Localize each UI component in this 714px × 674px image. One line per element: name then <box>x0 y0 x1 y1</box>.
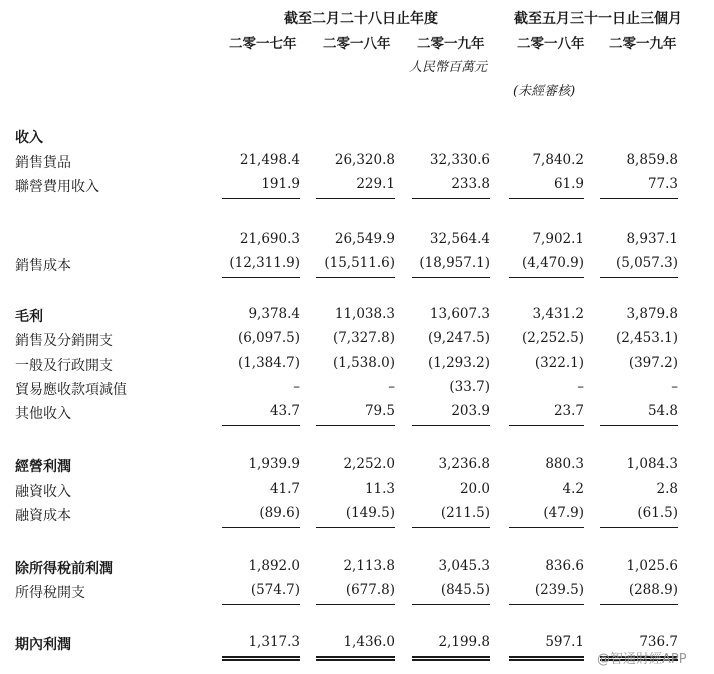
row-label: 經營利潤 <box>15 459 71 475</box>
quarter-period-header: 截至五月三十一日止三個月 <box>514 11 682 27</box>
table-cell: 54.8 <box>647 403 678 419</box>
table-cell: 1,084.3 <box>626 456 678 472</box>
underline-rule <box>412 198 490 199</box>
table-cell: 13,607.3 <box>429 306 490 322</box>
table-cell: 8,859.8 <box>626 152 678 168</box>
underline-rule <box>222 425 300 426</box>
row-label: 銷售貨品 <box>15 155 71 171</box>
double-underline-rule <box>412 656 490 661</box>
underline-rule <box>316 527 395 528</box>
row-label: 收入 <box>15 130 43 146</box>
table-cell: 229.1 <box>356 176 395 192</box>
double-underline-rule <box>316 656 395 661</box>
underline-rule <box>412 527 490 528</box>
table-cell: (397.2) <box>628 355 678 371</box>
table-cell: 11,038.3 <box>334 306 395 322</box>
column-header-q2019: 二零一九年 <box>609 36 677 52</box>
table-cell: 1,892.0 <box>248 558 300 574</box>
table-cell: 43.7 <box>269 403 300 419</box>
table-cell: (33.7) <box>449 379 490 395</box>
row-label: 銷售及分銷開支 <box>15 333 113 349</box>
table-cell: (677.8) <box>345 582 395 598</box>
table-cell: 79.5 <box>364 403 395 419</box>
column-header-2018: 二零一八年 <box>323 36 391 52</box>
underline-rule <box>222 277 300 278</box>
table-cell: 4.2 <box>562 481 584 497</box>
table-cell: 7,902.1 <box>532 231 584 247</box>
row-label: 其他收入 <box>15 406 71 422</box>
table-cell: 3,045.3 <box>438 558 490 574</box>
table-cell: 1,317.3 <box>248 634 300 650</box>
table-cell: 41.7 <box>269 481 300 497</box>
table-cell: 61.9 <box>553 176 584 192</box>
table-cell: (211.5) <box>440 505 490 521</box>
table-cell: (2,252.5) <box>521 330 584 346</box>
underline-rule <box>509 604 584 605</box>
table-cell: 1,436.0 <box>343 634 395 650</box>
underline-rule <box>600 604 678 605</box>
annual-period-header: 截至二月二十八日止年度 <box>284 11 438 27</box>
underline-rule <box>600 277 678 278</box>
underline-rule <box>316 604 395 605</box>
underline-rule <box>600 527 678 528</box>
table-cell: 880.3 <box>545 456 584 472</box>
table-cell: (4,470.9) <box>521 255 584 271</box>
table-cell: (18,957.1) <box>419 255 490 271</box>
table-cell: 32,330.6 <box>429 152 490 168</box>
table-cell: (288.9) <box>628 582 678 598</box>
column-header-2019: 二零一九年 <box>417 36 485 52</box>
table-cell: 26,549.9 <box>334 231 395 247</box>
column-header-q2018: 二零一八年 <box>517 36 585 52</box>
table-cell: (15,511.6) <box>324 255 395 271</box>
table-cell: 3,879.8 <box>626 306 678 322</box>
row-label: 所得稅開支 <box>15 585 85 601</box>
underline-rule <box>509 198 584 199</box>
row-label: 貿易應收款項減值 <box>15 382 127 398</box>
table-cell: 23.7 <box>553 403 584 419</box>
underline-rule <box>412 277 490 278</box>
table-cell: (322.1) <box>534 355 584 371</box>
currency-unit-note: 人民幣百萬元 <box>409 60 488 75</box>
row-label: 融資收入 <box>15 484 71 500</box>
table-cell: 2,252.0 <box>343 456 395 472</box>
underline-rule <box>316 277 395 278</box>
table-cell: (2,453.1) <box>615 330 678 346</box>
table-cell: (47.9) <box>543 505 584 521</box>
underline-rule <box>412 604 490 605</box>
table-cell: 2.8 <box>656 481 678 497</box>
row-label: 銷售成本 <box>15 258 71 274</box>
underline-rule <box>316 425 395 426</box>
table-cell: (1,538.0) <box>332 355 395 371</box>
table-cell: – <box>388 379 395 395</box>
underline-rule <box>509 425 584 426</box>
table-cell: (5,057.3) <box>615 255 678 271</box>
underline-rule <box>222 198 300 199</box>
table-cell: 32,564.4 <box>429 231 490 247</box>
table-cell: 203.9 <box>451 403 490 419</box>
table-cell: (61.5) <box>637 505 678 521</box>
underline-rule <box>222 527 300 528</box>
table-cell: 26,320.8 <box>334 152 395 168</box>
table-cell: (7,327.8) <box>332 330 395 346</box>
table-cell: – <box>577 379 584 395</box>
unaudited-note: (未經審核) <box>513 84 576 99</box>
table-cell: 21,690.3 <box>239 231 300 247</box>
table-cell: 77.3 <box>647 176 678 192</box>
table-cell: 2,113.8 <box>343 558 395 574</box>
table-cell: – <box>671 379 678 395</box>
double-underline-rule <box>509 656 584 661</box>
underline-rule <box>316 198 395 199</box>
table-cell: 3,431.2 <box>532 306 584 322</box>
table-cell: 597.1 <box>545 634 584 650</box>
watermark: @智通財經APP <box>597 652 687 667</box>
table-cell: (9,247.5) <box>427 330 490 346</box>
table-cell: 233.8 <box>451 176 490 192</box>
table-cell: (1,293.2) <box>427 355 490 371</box>
row-label: 除所得稅前利潤 <box>15 561 113 577</box>
double-underline-rule <box>222 656 300 661</box>
underline-rule <box>412 425 490 426</box>
underline-rule <box>600 198 678 199</box>
table-cell: 191.9 <box>261 176 300 192</box>
table-cell: (6,097.5) <box>237 330 300 346</box>
table-cell: (239.5) <box>534 582 584 598</box>
table-cell: (149.5) <box>345 505 395 521</box>
table-cell: (574.7) <box>250 582 300 598</box>
table-cell: 8,937.1 <box>626 231 678 247</box>
table-cell: 736.7 <box>639 634 678 650</box>
row-label: 聯營費用收入 <box>15 179 99 195</box>
underline-rule <box>600 425 678 426</box>
table-cell: (12,311.9) <box>229 255 300 271</box>
underline-rule <box>222 604 300 605</box>
table-cell: 1,025.6 <box>626 558 678 574</box>
table-cell: 7,840.2 <box>532 152 584 168</box>
table-cell: 11.3 <box>364 481 395 497</box>
table-cell: 3,236.8 <box>438 456 490 472</box>
row-label: 期內利潤 <box>15 637 71 653</box>
underline-rule <box>509 277 584 278</box>
table-cell: – <box>293 379 300 395</box>
table-cell: 836.6 <box>545 558 584 574</box>
row-label: 融資成本 <box>15 508 71 524</box>
table-cell: (845.5) <box>440 582 490 598</box>
row-label: 毛利 <box>15 309 43 325</box>
table-cell: 21,498.4 <box>239 152 300 168</box>
table-cell: (89.6) <box>259 505 300 521</box>
table-cell: 20.0 <box>459 481 490 497</box>
table-cell: 1,939.9 <box>248 456 300 472</box>
row-label: 一般及行政開支 <box>15 358 113 374</box>
column-header-2017: 二零一七年 <box>229 36 297 52</box>
underline-rule <box>509 527 584 528</box>
table-cell: 2,199.8 <box>438 634 490 650</box>
table-cell: 9,378.4 <box>248 306 300 322</box>
table-cell: (1,384.7) <box>237 355 300 371</box>
